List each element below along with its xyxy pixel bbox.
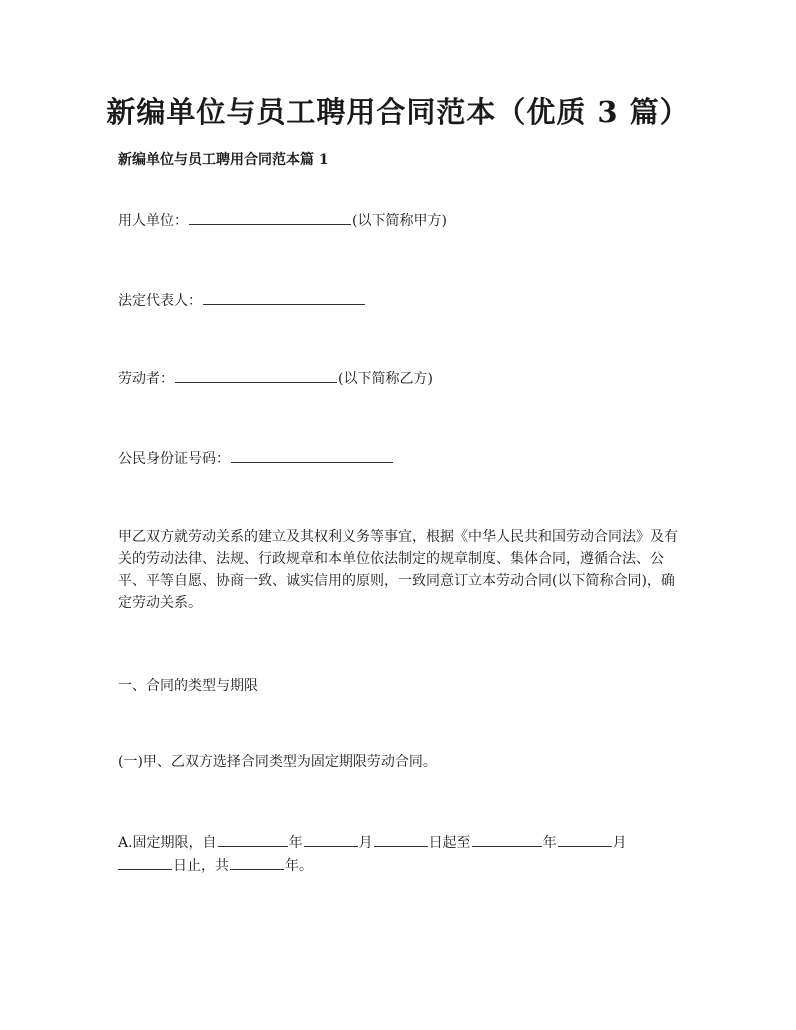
start-day-label: 日起至	[428, 835, 471, 851]
preamble-paragraph: 甲乙双方就劳动关系的建立及其权利义务等事宜，根据《中华人民共和国劳动合同法》及有关的劳动法律、法规、行政规章和本单位依法制定的规章制度、集体合同，遵循合法、公平、平等自愿、协商一致、诚实信用的原则，一致同意订立本劳动合同(以下简称合同)，确定劳动关系。	[118, 529, 678, 611]
clause-1-1: (一)甲、乙双方选择合同类型为固定期限劳动合同。	[118, 754, 437, 770]
worker-line	[118, 368, 433, 389]
representative-line	[118, 290, 366, 311]
fixed-term-prefix: A.固定期限，自	[118, 835, 217, 851]
end-year-blank[interactable]	[472, 832, 542, 847]
start-month-blank[interactable]	[304, 832, 358, 847]
end-year-label: 年	[542, 835, 557, 851]
end-month-label: 月	[612, 835, 627, 851]
start-year-blank[interactable]	[218, 832, 288, 847]
fixed-term-line-1	[118, 832, 627, 853]
fixed-term-line-2	[118, 855, 313, 876]
id-number-label: 公民身份证号码：	[118, 451, 230, 467]
start-day-blank[interactable]	[374, 832, 428, 847]
worker-blank[interactable]	[175, 368, 337, 383]
representative-label: 法定代表人：	[118, 293, 202, 309]
end-day-blank[interactable]	[118, 855, 172, 870]
id-number-blank[interactable]	[231, 448, 393, 463]
total-years-blank[interactable]	[230, 855, 284, 870]
representative-blank[interactable]	[203, 290, 365, 305]
employer-label: 用人单位：	[118, 213, 188, 229]
end-day-label: 日止，共	[173, 858, 229, 874]
start-month-label: 月	[358, 835, 373, 851]
employer-blank[interactable]	[189, 210, 351, 225]
section-title: 新编单位与员工聘用合同范本篇 1	[118, 152, 329, 168]
worker-label: 劳动者：	[118, 371, 174, 387]
worker-suffix: (以下简称乙方)	[338, 371, 433, 387]
total-years-label: 年。	[285, 858, 313, 874]
id-number-line	[118, 448, 394, 469]
start-year-label: 年	[288, 835, 303, 851]
employer-suffix: (以下简称甲方)	[352, 213, 447, 229]
document-title: 新编单位与员工聘用合同范本（优质 3 篇）	[106, 95, 690, 129]
end-month-blank[interactable]	[558, 832, 612, 847]
employer-line	[118, 210, 447, 231]
clause-1-heading: 一、合同的类型与期限	[118, 678, 258, 694]
